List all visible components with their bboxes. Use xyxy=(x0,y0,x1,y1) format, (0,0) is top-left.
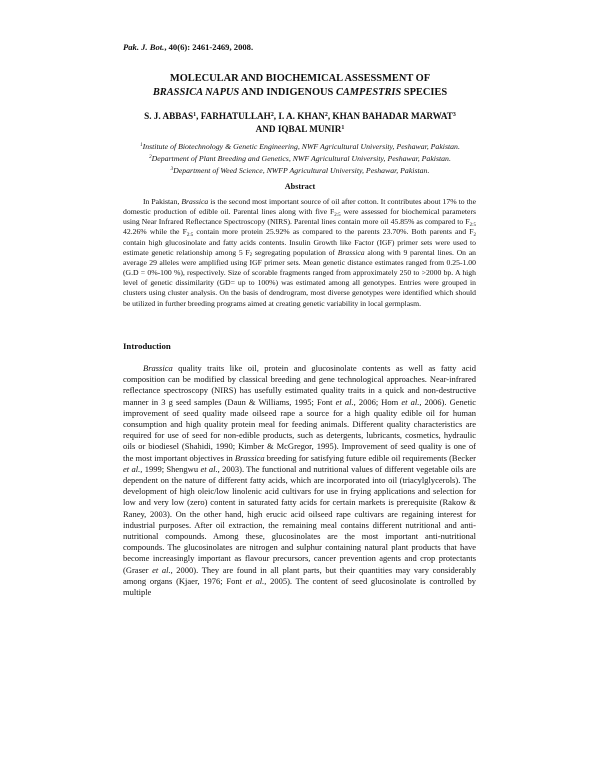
abstract-body: In Pakistan, Brassica is the second most important source of oil after cotton. It contributes about 17% to the domestic production of edible oil. Parental lines along with five $F_{2:5}$ were assessed for biochemical parameters using Near Infrared Reflectance Spectroscopy (NIRS). Parental lines contain more oil 45.85% as compared to $F_{2:5}$ 42.26% while the $F_{2:5}$ contain more protein 25.92% as compared to the parents 23.70%. Both parents and $F_2$ contain high glucosinolate and fatty acids contents. Insulin Growth like Factor (IGF) primer sets were used to estimate genetic relationship among 5 $F_2$ segregating population of Brassica along with 9 parental lines. On an average 29 alleles were amplified using IGF primer sets. Mean genetic distance estimates ranged from 0.25-1.00 (G.D = 0%-100 %), respectively. Size of scorable fragments ranged from approximately 250 to >2000 bp. A high level of genetic dissimilarity (GD= up to 100%) was estimated among all genotypes. Entries were grouped in clusters using cluster analysis. On the basis of dendrogram, most diverse genotypes were identified which should be utilized in further breeding programs aimed at creating genetic variability in local germplasm. xyxy=(123,197,477,308)
affiliations xyxy=(100,141,500,177)
title-species-1: BRASSICA NAPUS xyxy=(152,87,240,98)
affiliation: $^2$Department of Plant Breeding and Genetics, NWF Agricultural University, Peshawar, Pakistan. xyxy=(149,154,451,163)
title-species-2: CAMPESTRIS xyxy=(335,87,402,98)
author-name: AND IQBAL MUNIR xyxy=(255,124,342,134)
affiliation: $^1$Institute of Biotechnology & Genetic Engineering, NWF Agricultural University, Peshawar, Pakistan. xyxy=(140,142,460,151)
journal-citation xyxy=(123,42,253,52)
author-name: , KHAN BAHADAR MARWAT xyxy=(327,111,453,121)
author-name: , I. A. KHAN xyxy=(273,111,325,121)
journal-name: Pak. J. Bot. xyxy=(123,42,165,52)
volume-pages-year: , 40(6): 2461-2469, 2008. xyxy=(164,42,254,52)
introduction-heading: Introduction xyxy=(123,341,171,351)
title-line-1: MOLECULAR AND BIOCHEMICAL ASSESSMENT OF xyxy=(169,73,431,84)
abstract-heading: Abstract xyxy=(284,182,316,191)
title-line-2: BRASSICA NAPUS AND INDIGENOUS CAMPESTRIS SPECIES xyxy=(152,87,448,98)
author-name: , FARHATULLAH xyxy=(196,111,271,121)
author-list: S. J. ABBAS$^1$, FARHATULLAH$^2$, I. A. KHAN$^2$, KHAN BAHADAR MARWAT$^3$ AND IQBAL MUNIR$^1$ xyxy=(144,111,456,134)
paper-title xyxy=(100,72,500,100)
affiliation: $^3$Department of Weed Science, NWFP Agricultural University, Peshawar, Pakistan. xyxy=(170,166,430,175)
introduction-body: Brassica quality traits like oil, protein and glucosinolate contents as well as fatty acid composition can be modified by classical breeding and gene technological approaches. Near-infrared reflectance spectroscopy (NIRS) has usefully estimated quality traits in a quick and non-destructive manner in 3 g seed samples (Daun & Williams, 1995; Font et al., 2006; Hom et al., 2006). Genetic improvement of seed quality made oilseed rape a source for a high quality edible oil for human consumption and high quality protein meal for feeding animals. Different quality characteristics are required for use of seed for non-edible products, such as detergents, lubricants, cosmetics, hydraulic oils or biodiesel (Shahidi, 1990; Kimber & McGregor, 1995). Improvement of seed quality is one of the most important objectives in Brassica breeding for satisfying future edible oil requirements (Becker et al., 1999; Shengwu et al., 2003). The functional and nutritional values of different vegetable oils are dependent on the nature of different fatty acids, which are incorporated into oil (triacylglycerols). The development of high oleic/low linolenic acid cultivars for use in frying applications and selection for low and very low (zero) content in saturated fatty acids for certain markets is prerequisite (Rakow & Raney, 2003). On the other hand, high erucic acid oilseed rape cultivars are regaining interest for industrial purposes. After oil extraction, the remaining meal contains different nutritional and anti-nutritional compounds. Among these, glucosinolates are the most important anti-nutritional compounds. The glucosinolates are nitrogen and sulphur containing natural plant products that have become increasingly important as flavour precursors, cancer prevention agents and crop protectants (Graser et al., 2000). They are found in all plant parts, but their quantities may vary considerably among organs (Kjaer, 1976; Font et al., 2005). The content of seed glucosinolate is controlled by multiple xyxy=(123,363,477,598)
author-name: S. J. ABBAS xyxy=(144,111,194,121)
